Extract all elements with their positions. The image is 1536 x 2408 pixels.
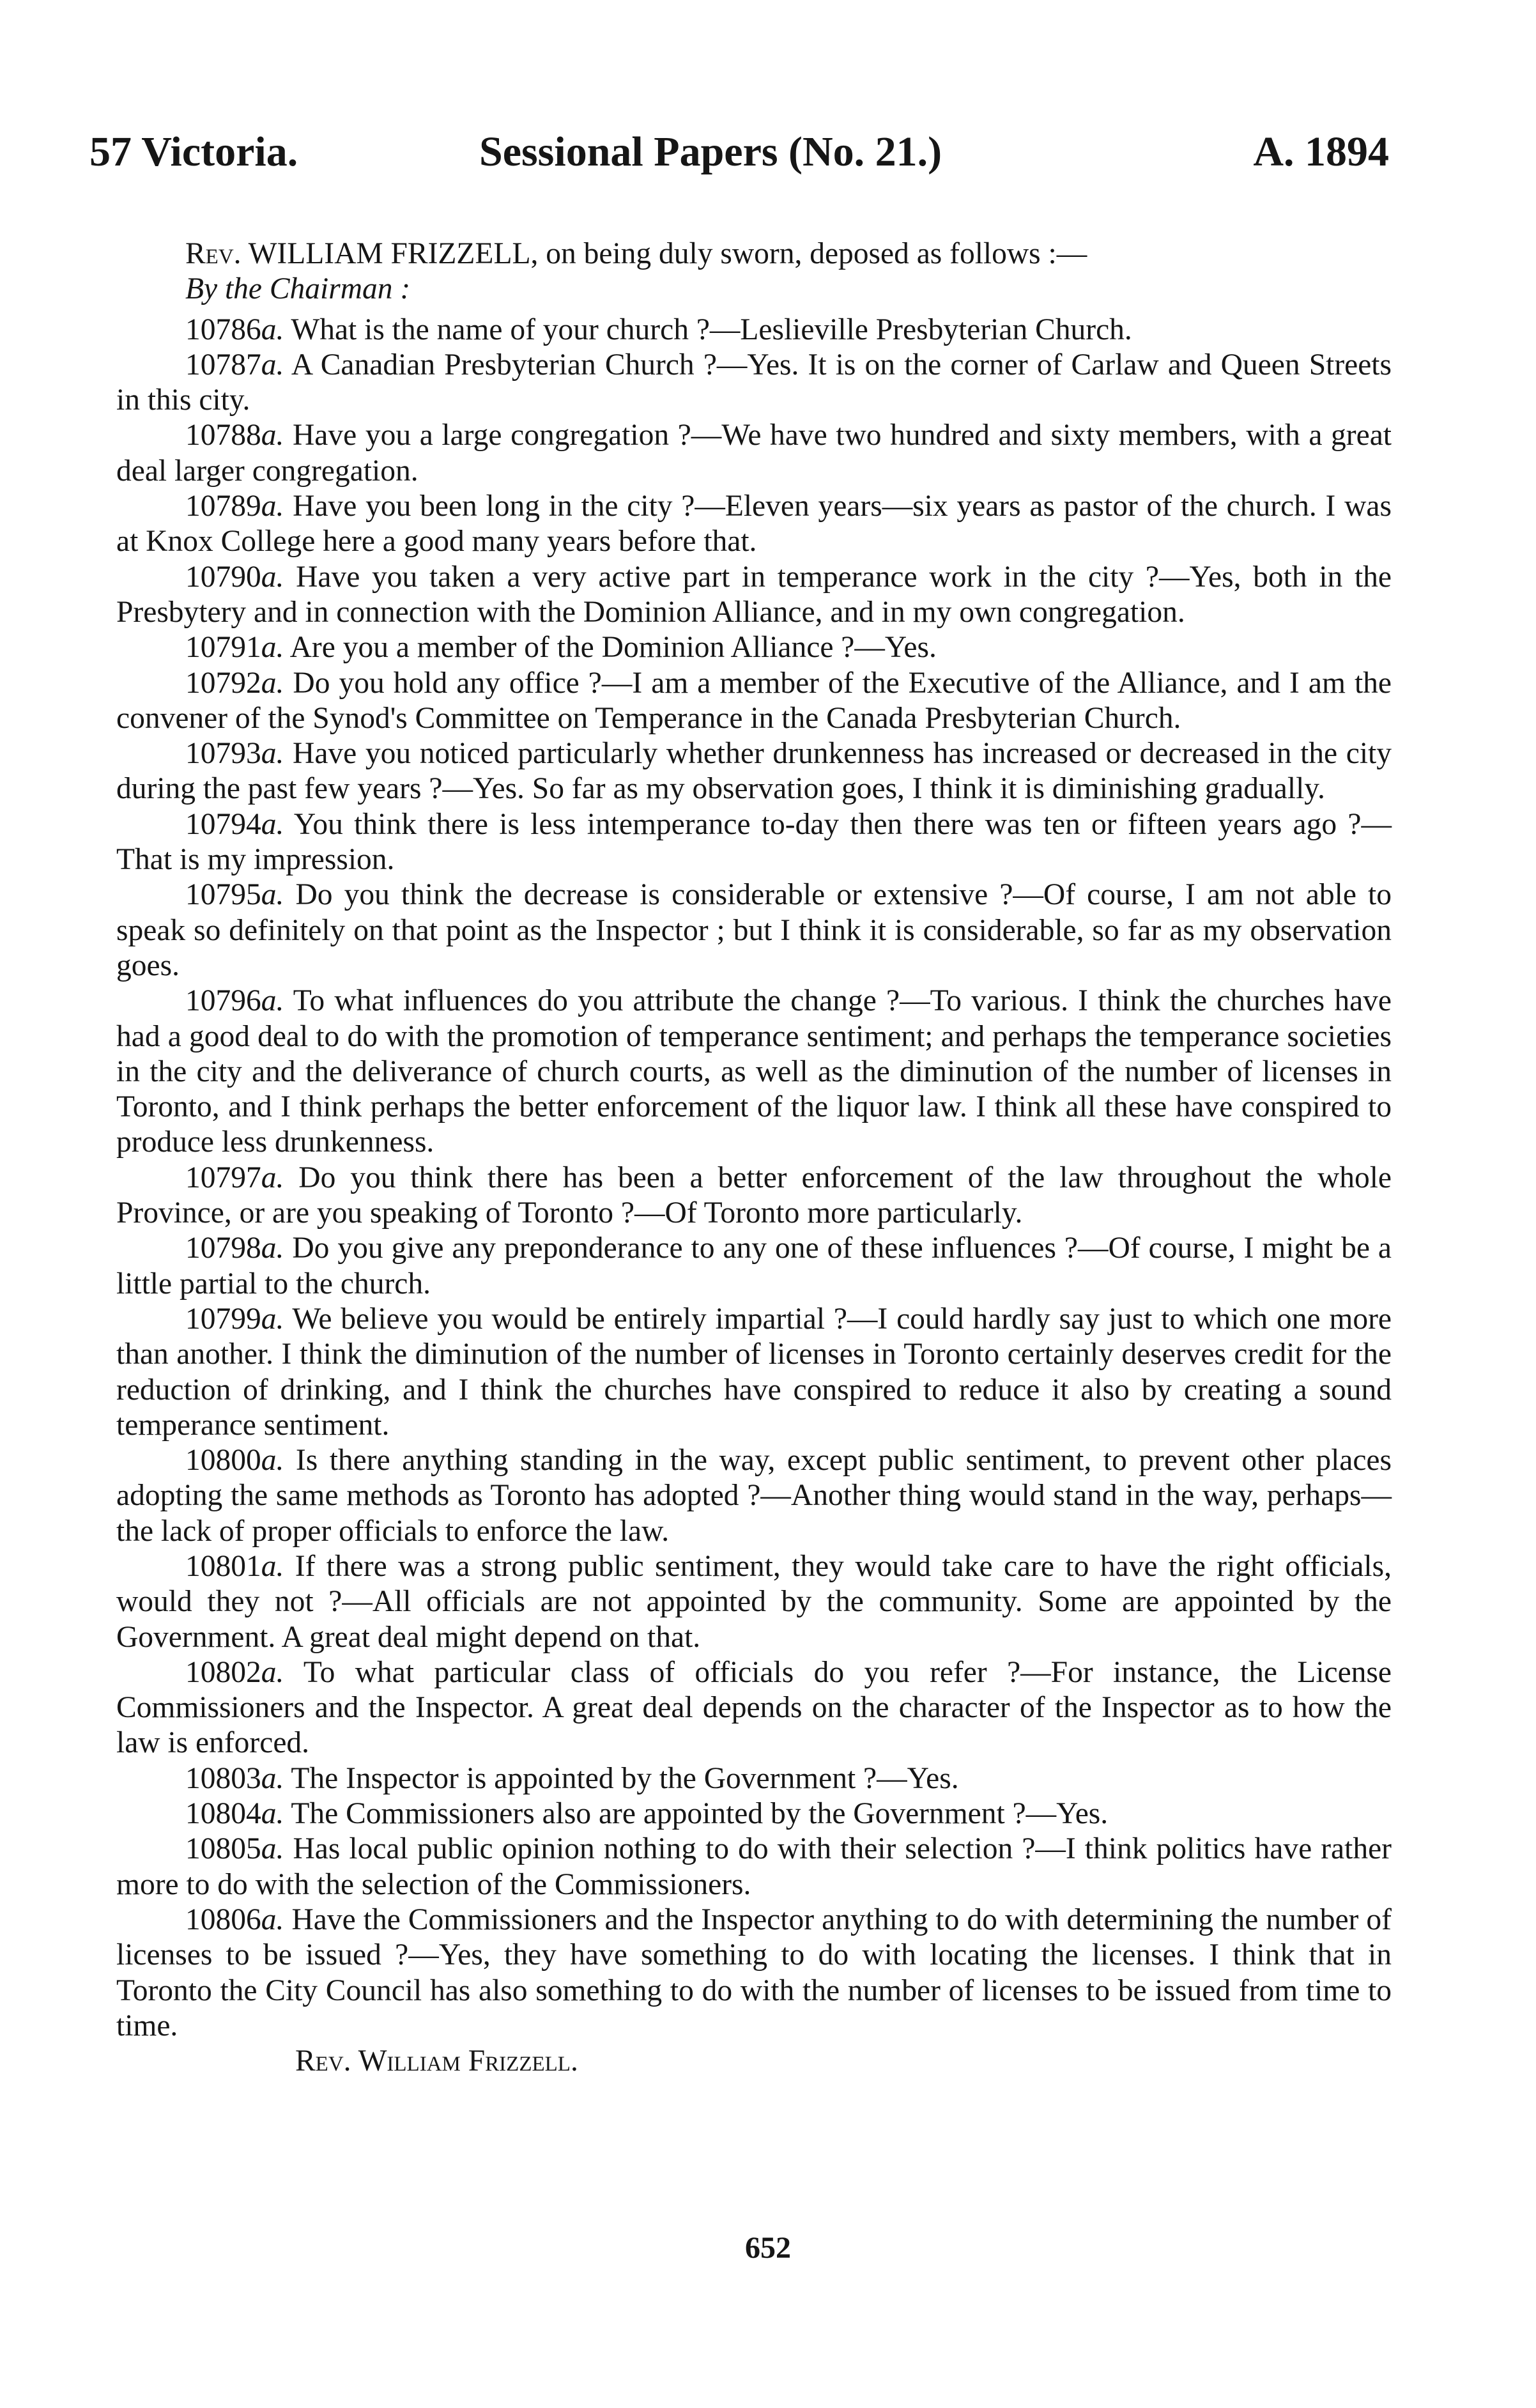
question-number-suffix: a. — [261, 313, 284, 346]
page-number: 652 — [745, 2231, 791, 2265]
question-and-answer: Is there anything standing in the way, except public sentiment, to prevent other places adopting the same methods as Toronto has adopted ?—Another thing would stand in the way, perhaps—the lack of proper officials to enforce the law. — [116, 1444, 1392, 1548]
question-number-suffix: a. — [261, 1161, 284, 1194]
question-number-digits: 10786 — [185, 313, 261, 346]
question-and-answer: Do you give any preponderance to any one of these influences ?—Of course, I might be a little partial to the church. — [116, 1231, 1392, 1300]
question-number-suffix: a. — [261, 1832, 284, 1866]
question-number — [185, 1550, 284, 1583]
question-entry — [116, 560, 1392, 631]
question-number — [185, 1656, 284, 1689]
question-number — [185, 419, 284, 452]
question-number-digits: 10803 — [185, 1761, 261, 1795]
question-and-answer: A Canadian Presbyterian Church ?—Yes. It is on the corner of Carlaw and Queen Streets in this city. — [116, 348, 1392, 417]
question-and-answer: Has local public opinion nothing to do with their selection ?—I think politics have rather more to do with the selection of the Commissioners. — [116, 1832, 1392, 1901]
question-number-digits: 10792 — [185, 666, 261, 700]
question-number-digits: 10802 — [185, 1655, 261, 1689]
question-and-answer: The Commissioners also are appointed by the Government ?—Yes. — [284, 1797, 1109, 1831]
witness-name: WILLIAM FRIZZELL, — [248, 237, 539, 270]
question-number-suffix: a. — [261, 1761, 284, 1795]
question-and-answer: To what particular class of officials do you refer ?—For instance, the License Commissioners and the Inspector. A great deal depends on the character of the Inspector as to how the law is enforced. — [116, 1655, 1392, 1760]
header-title: Sessional Papers (No. 21.) — [479, 128, 942, 175]
question-number — [185, 1161, 284, 1194]
question-entry — [116, 877, 1392, 984]
header-year: A. 1894 — [1253, 128, 1389, 175]
question-entry — [116, 313, 1392, 348]
question-number-digits: 10788 — [185, 419, 261, 452]
question-and-answer: Have the Commissioners and the Inspector anything to do with determining the number of licenses to be issued ?—Yes, they have something to do with locating the licenses. I think that in Toronto the City Council has also something to do with the number of licenses to be issued from time to time. — [116, 1902, 1392, 2042]
question-number-digits: 10791 — [185, 631, 261, 665]
question-number-digits: 10793 — [185, 737, 261, 771]
question-number-digits: 10795 — [185, 878, 261, 912]
question-number-digits: 10799 — [185, 1302, 261, 1336]
question-entry — [116, 348, 1392, 419]
question-and-answer: Have you been long in the city ?—Eleven years—six years as pastor of the church. I was at Knox College here a good many years before that. — [116, 490, 1392, 559]
question-and-answer: If there was a strong public sentiment, they would take care to have the right officials, would they not ?—All officials are not appointed by the community. Some are appointed by the Government. A great deal might depend on that. — [116, 1549, 1392, 1654]
question-and-answer: Do you hold any office ?—I am a member of the Executive of the Alliance, and I am the convener of the Synod's Committee on Temperance in the Canada Presbyterian Church. — [116, 666, 1392, 735]
question-number-digits: 10798 — [185, 1231, 261, 1265]
question-number-suffix: a. — [261, 490, 284, 523]
question-number — [185, 808, 284, 841]
question-and-answer: You think there is less intemperance to-day then there was ten or fifteen years ago ?—That is my impression. — [116, 807, 1392, 877]
question-and-answer: Do you think the decrease is considerable or extensive ?—Of course, I am not able to speak so definitely on that point as the Inspector ; but I think it is considerable, so far as my observation goes. — [116, 878, 1392, 982]
question-number-digits: 10794 — [185, 807, 261, 841]
question-number-suffix: a. — [261, 348, 284, 382]
question-entry — [116, 1832, 1392, 1902]
question-number — [185, 1832, 284, 1865]
question-number — [185, 737, 284, 770]
question-number-digits: 10801 — [185, 1549, 261, 1583]
question-number — [185, 490, 284, 523]
witness-signature: Rev. William Frizzell. — [295, 2044, 578, 2078]
witness-intro — [116, 236, 1392, 272]
question-number-digits: 10790 — [185, 560, 261, 594]
question-number-suffix: a. — [261, 737, 284, 771]
question-entry — [116, 1655, 1392, 1761]
running-header — [89, 127, 1389, 178]
question-and-answer: The Inspector is appointed by the Government ?—Yes. — [284, 1761, 959, 1795]
examiner-byline: By the Chairman : — [185, 272, 411, 306]
question-number-suffix: a. — [261, 419, 284, 452]
question-number — [185, 1762, 284, 1795]
witness-intro-text: on being duly sworn, deposed as follows :— — [538, 237, 1087, 270]
question-entry — [116, 1761, 1392, 1796]
question-number-suffix: a. — [261, 1655, 284, 1689]
question-number — [185, 1444, 284, 1477]
question-entry — [116, 736, 1392, 807]
testimony-body — [116, 236, 1392, 2079]
question-and-answer: Do you think there has been a better enforcement of the law throughout the whole Province, or are you speaking of Toronto ?—Of Toronto more particularly. — [116, 1161, 1392, 1230]
question-number-digits: 10789 — [185, 490, 261, 523]
question-number-suffix: a. — [261, 631, 284, 665]
question-number-digits: 10804 — [185, 1797, 261, 1831]
question-number — [185, 1302, 284, 1336]
question-entry — [116, 489, 1392, 560]
header-session: 57 Victoria. — [89, 128, 298, 175]
question-number — [185, 313, 284, 346]
question-entry — [116, 1302, 1392, 1443]
question-number-suffix: a. — [261, 666, 284, 700]
question-number-digits: 10796 — [185, 984, 261, 1018]
question-entry — [116, 1161, 1392, 1231]
question-entry — [116, 984, 1392, 1160]
question-number-suffix: a. — [261, 1902, 284, 1936]
question-entry — [116, 630, 1392, 665]
question-number-digits: 10806 — [185, 1902, 261, 1936]
question-number — [185, 1797, 284, 1830]
question-number-suffix: a. — [261, 1444, 284, 1478]
question-and-answer: Have you noticed particularly whether drunkenness has increased or decreased in the city during the past few years ?—Yes. So far as my observation goes, I think it is diminishing gradually. — [116, 737, 1392, 806]
question-number — [185, 348, 284, 382]
question-entry — [116, 1443, 1392, 1549]
question-and-answer: Have you a large congregation ?—We have two hundred and sixty members, with a great deal larger congregation. — [116, 419, 1392, 488]
question-and-answer: We believe you would be entirely impartial ?—I could hardly say just to which one more than another. I think the diminution of the number of licenses in Toronto certainly deserves credit for the reduction of drinking, and I think the churches have conspired to reduce it also by creating a sound temperance sentiment. — [116, 1302, 1392, 1442]
question-number-digits: 10800 — [185, 1444, 261, 1478]
question-number-suffix: a. — [261, 1797, 284, 1831]
question-number — [185, 1231, 284, 1265]
question-entry — [116, 1231, 1392, 1302]
question-number-suffix: a. — [261, 878, 284, 912]
question-entry — [116, 1796, 1392, 1832]
question-number-digits: 10797 — [185, 1161, 261, 1194]
question-number-suffix: a. — [261, 560, 284, 594]
question-and-answer: Are you a member of the Dominion Alliance ?—Yes. — [284, 631, 937, 665]
question-and-answer: What is the name of your church ?—Leslieville Presbyterian Church. — [284, 313, 1132, 346]
question-number — [185, 560, 284, 594]
question-entry — [116, 418, 1392, 489]
question-number — [185, 667, 284, 700]
question-number-digits: 10805 — [185, 1832, 261, 1866]
question-entry — [116, 666, 1392, 737]
question-number-digits: 10787 — [185, 348, 261, 382]
question-list — [116, 313, 1392, 2044]
question-entry — [116, 1902, 1392, 2044]
question-number — [185, 984, 284, 1017]
question-number — [185, 878, 284, 911]
question-and-answer: Have you taken a very active part in temperance work in the city ?—Yes, both in the Presbytery and in connection with the Dominion Alliance, and in my own congregation. — [116, 560, 1392, 629]
question-number-suffix: a. — [261, 984, 284, 1018]
witness-title: Rev. — [185, 237, 242, 270]
question-entry — [116, 807, 1392, 878]
question-number-suffix: a. — [261, 807, 284, 841]
question-number-suffix: a. — [261, 1231, 284, 1265]
question-and-answer: To what influences do you attribute the change ?—To various. I think the churches have had a good deal to do with the promotion of temperance sentiment; and perhaps the temperance societies in the city and the deliverance of church courts, as well as the diminution of the number of licenses in Toronto, and I think perhaps the better enforcement of the liquor law. I think all these have conspired to produce less drunkenness. — [116, 984, 1392, 1159]
question-number — [185, 1903, 284, 1936]
question-entry — [116, 1549, 1392, 1655]
question-number-suffix: a. — [261, 1302, 284, 1336]
question-number — [185, 631, 284, 664]
question-number-suffix: a. — [261, 1549, 284, 1583]
